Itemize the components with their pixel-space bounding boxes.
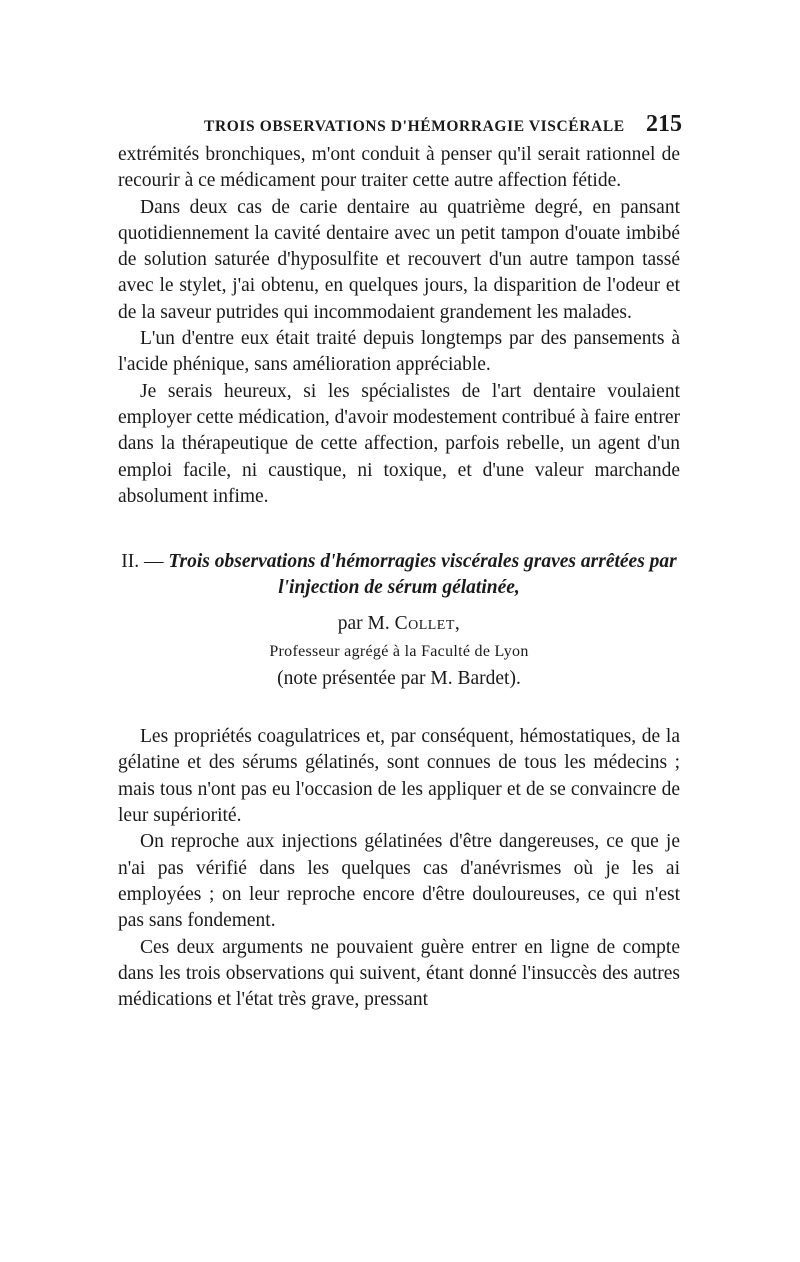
- paragraph: Dans deux cas de carie dentaire au quatrième degré, en pansant quotidiennement la cavité dentaire avec un petit tampon d'ouate imbibé de solution saturée d'hyposulfite et recouvert d'un autre tampon tassé avec le stylet, j'ai obtenu, en quelques jours, la disparition de l'odeur et de la saveur putrides qui incommodaient grandement les malades.: [118, 196, 680, 323]
- paragraph: On reproche aux injections gélatinées d'être dangereuses, ce que je n'ai pas vérifié dans les quelques cas d'anévrismes où je les ai employées ; on leur reproche encore d'être douloureuses, ce qui n'est pas sans fondement.: [118, 831, 680, 932]
- page-number: 215: [646, 111, 682, 137]
- paragraph: extrémités bronchiques, m'ont conduit à penser qu'il serait rationnel de recourir à ce médicament pour traiter cette autre affection fétide.: [118, 144, 680, 192]
- author-affiliation: Professeur agrégé à la Faculté de Lyon: [269, 643, 529, 661]
- byline: [118, 611, 680, 637]
- section-numeral: II. —: [121, 551, 164, 573]
- paragraph: Les propriétés coagulatrices et, par conséquent, hémostatiques, de la gélatine et des sérums gélatinés, sont connues de tous les médecins ; mais tous n'ont pas eu l'occasion de les appliquer et de se convaincre de leur supériorité.: [118, 726, 680, 827]
- paragraph: Je serais heureux, si les spécialistes de l'art dentaire voulaient employer cette médication, d'avoir modestement contribué à faire entrer dans la thérapeutique de cette affection, parfois rebelle, un agent d'un emploi facile, ni caustique, ni toxique, et d'une valeur marchande absolument infime.: [118, 380, 680, 507]
- section-heading: [118, 549, 680, 601]
- presentation-note: (note présentée par M. Bardet).: [277, 668, 521, 690]
- running-title: TROIS OBSERVATIONS D'HÉMORRAGIE VISCÉRALE: [204, 118, 625, 135]
- body-text-top: [118, 142, 680, 510]
- section-title: Trois observations d'hémorragies viscérales graves arrêtées par l'injection de sérum gélatinée,: [168, 551, 677, 599]
- paragraph: Ces deux arguments ne pouvaient guère entrer en ligne de compte dans les trois observations qui suivent, étant donné l'insuccès des autres médications et l'état très grave, pressant: [118, 936, 680, 1011]
- book-page: [118, 108, 680, 1013]
- author-name: Collet,: [394, 613, 461, 635]
- body-text-bottom: [118, 724, 680, 1013]
- byline-prefix: par M.: [337, 613, 390, 635]
- running-head: [118, 108, 680, 142]
- paragraph: L'un d'entre eux était traité depuis longtemps par des pansements à l'acide phénique, sans amélioration appréciable.: [118, 328, 680, 376]
